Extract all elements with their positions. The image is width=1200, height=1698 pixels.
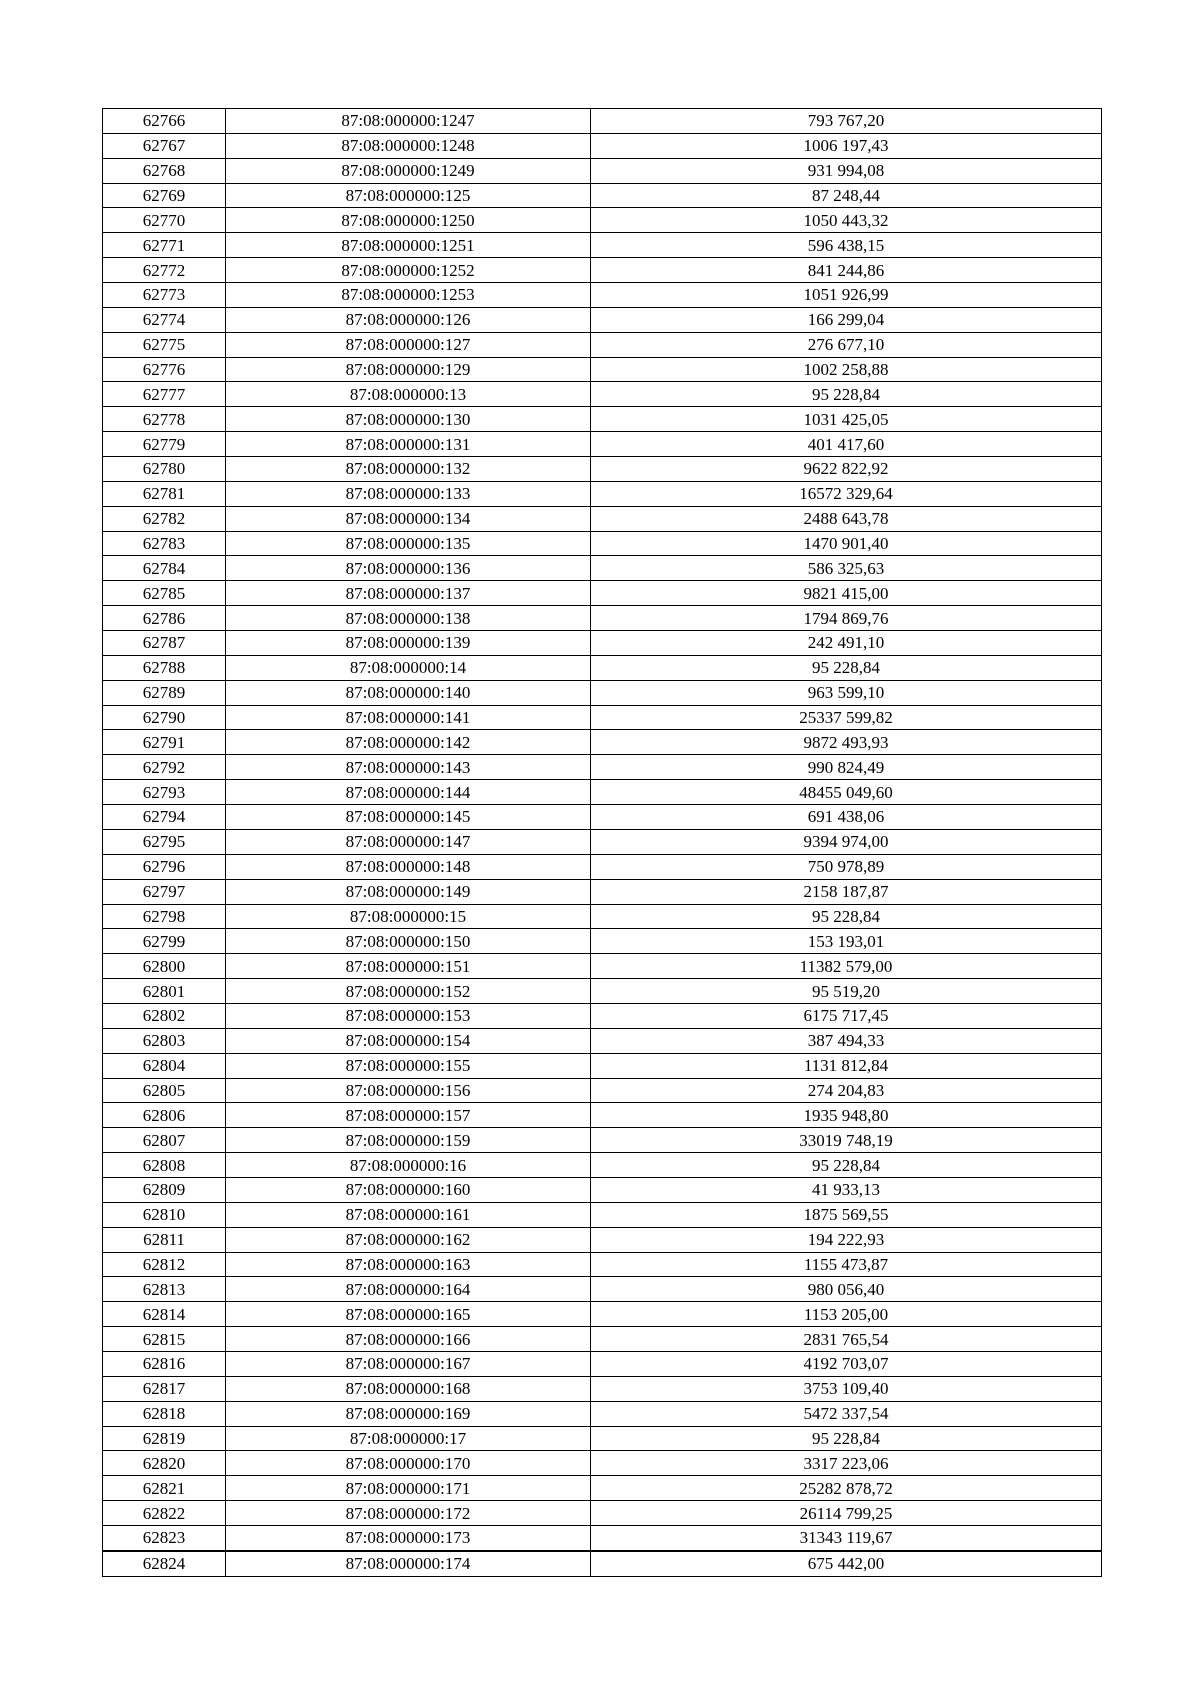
cadastral-value-cell: 95 519,20	[591, 979, 1102, 1004]
cadastral-number-cell: 87:08:000000:1252	[226, 258, 591, 283]
table-row	[103, 954, 1102, 979]
cadastral-number-cell: 87:08:000000:169	[226, 1401, 591, 1426]
cadastral-value-cell: 4192 703,07	[591, 1351, 1102, 1376]
row-number-cell: 62780	[103, 457, 226, 482]
cadastral-number-cell: 87:08:000000:150	[226, 929, 591, 954]
row-number-cell: 62819	[103, 1426, 226, 1451]
table-row	[103, 457, 1102, 482]
cadastral-number-cell: 87:08:000000:170	[226, 1451, 591, 1476]
cadastral-number-cell: 87:08:000000:14	[226, 655, 591, 680]
cadastral-number-cell: 87:08:000000:156	[226, 1078, 591, 1103]
row-number-cell: 62777	[103, 382, 226, 407]
table-row	[103, 1277, 1102, 1302]
row-number-cell: 62795	[103, 829, 226, 854]
table-row	[103, 755, 1102, 780]
table-row	[103, 680, 1102, 705]
row-number-cell: 62778	[103, 407, 226, 432]
row-number-cell: 62775	[103, 332, 226, 357]
cadastral-number-cell: 87:08:000000:130	[226, 407, 591, 432]
cadastral-value-cell: 1006 197,43	[591, 133, 1102, 158]
cadastral-value-cell: 9821 415,00	[591, 581, 1102, 606]
cadastral-value-cell: 41 933,13	[591, 1177, 1102, 1202]
cadastral-value-cell: 2158 187,87	[591, 879, 1102, 904]
row-number-cell: 62797	[103, 879, 226, 904]
table-row	[103, 705, 1102, 730]
cadastral-value-cell: 691 438,06	[591, 805, 1102, 830]
cadastral-number-cell: 87:08:000000:153	[226, 1003, 591, 1028]
row-number-cell: 62794	[103, 805, 226, 830]
cadastral-value-cell: 25337 599,82	[591, 705, 1102, 730]
row-number-cell: 62774	[103, 307, 226, 332]
cadastral-value-cell: 2831 765,54	[591, 1327, 1102, 1352]
cadastral-number-cell: 87:08:000000:155	[226, 1053, 591, 1078]
cadastral-value-cell: 1794 869,76	[591, 606, 1102, 631]
cadastral-value-cell: 5472 337,54	[591, 1401, 1102, 1426]
cadastral-value-cell: 1155 473,87	[591, 1252, 1102, 1277]
cadastral-number-cell: 87:08:000000:174	[226, 1551, 591, 1576]
table-row	[103, 829, 1102, 854]
table-row	[103, 655, 1102, 680]
table-row	[103, 1177, 1102, 1202]
cadastral-number-cell: 87:08:000000:127	[226, 332, 591, 357]
cadastral-number-cell: 87:08:000000:1249	[226, 158, 591, 183]
table-row	[103, 1476, 1102, 1501]
cadastral-value-cell: 153 193,01	[591, 929, 1102, 954]
cadastral-value-table	[102, 108, 1102, 1577]
table-row	[103, 780, 1102, 805]
table-row	[103, 1078, 1102, 1103]
table-row	[103, 1053, 1102, 1078]
row-number-cell: 62802	[103, 1003, 226, 1028]
cadastral-number-cell: 87:08:000000:167	[226, 1351, 591, 1376]
cadastral-value-cell: 1470 901,40	[591, 531, 1102, 556]
row-number-cell: 62822	[103, 1501, 226, 1526]
cadastral-number-cell: 87:08:000000:132	[226, 457, 591, 482]
table-row	[103, 1351, 1102, 1376]
row-number-cell: 62799	[103, 929, 226, 954]
table-row	[103, 1153, 1102, 1178]
cadastral-number-cell: 87:08:000000:163	[226, 1252, 591, 1277]
cadastral-number-cell: 87:08:000000:143	[226, 755, 591, 780]
cadastral-number-cell: 87:08:000000:145	[226, 805, 591, 830]
cadastral-value-cell: 2488 643,78	[591, 506, 1102, 531]
cadastral-value-cell: 793 767,20	[591, 109, 1102, 134]
row-number-cell: 62790	[103, 705, 226, 730]
row-number-cell: 62814	[103, 1302, 226, 1327]
table-row	[103, 233, 1102, 258]
row-number-cell: 62766	[103, 109, 226, 134]
row-number-cell: 62811	[103, 1227, 226, 1252]
table-row	[103, 1227, 1102, 1252]
cadastral-number-cell: 87:08:000000:126	[226, 307, 591, 332]
table-row	[103, 432, 1102, 457]
table-row	[103, 1376, 1102, 1401]
row-number-cell: 62824	[103, 1551, 226, 1576]
cadastral-value-cell: 1131 812,84	[591, 1053, 1102, 1078]
row-number-cell: 62784	[103, 556, 226, 581]
row-number-cell: 62804	[103, 1053, 226, 1078]
row-number-cell: 62816	[103, 1351, 226, 1376]
cadastral-value-cell: 963 599,10	[591, 680, 1102, 705]
row-number-cell: 62820	[103, 1451, 226, 1476]
table-row	[103, 854, 1102, 879]
table-row	[103, 879, 1102, 904]
cadastral-value-cell: 1031 425,05	[591, 407, 1102, 432]
cadastral-number-cell: 87:08:000000:165	[226, 1302, 591, 1327]
cadastral-number-cell: 87:08:000000:134	[226, 506, 591, 531]
cadastral-number-cell: 87:08:000000:159	[226, 1128, 591, 1153]
table-row	[103, 1252, 1102, 1277]
table-row	[103, 556, 1102, 581]
cadastral-value-cell: 990 824,49	[591, 755, 1102, 780]
cadastral-value-cell: 194 222,93	[591, 1227, 1102, 1252]
row-number-cell: 62773	[103, 283, 226, 308]
cadastral-value-cell: 586 325,63	[591, 556, 1102, 581]
cadastral-value-cell: 387 494,33	[591, 1028, 1102, 1053]
table-row	[103, 1302, 1102, 1327]
row-number-cell: 62818	[103, 1401, 226, 1426]
cadastral-value-cell: 980 056,40	[591, 1277, 1102, 1302]
cadastral-number-cell: 87:08:000000:138	[226, 606, 591, 631]
cadastral-value-cell: 25282 878,72	[591, 1476, 1102, 1501]
cadastral-number-cell: 87:08:000000:1251	[226, 233, 591, 258]
table-row	[103, 283, 1102, 308]
table-row	[103, 1451, 1102, 1476]
table-row	[103, 581, 1102, 606]
cadastral-value-cell: 1051 926,99	[591, 283, 1102, 308]
row-number-cell: 62809	[103, 1177, 226, 1202]
cadastral-number-cell: 87:08:000000:171	[226, 1476, 591, 1501]
table-row	[103, 1426, 1102, 1451]
table-row	[103, 1028, 1102, 1053]
cadastral-number-cell: 87:08:000000:164	[226, 1277, 591, 1302]
cadastral-value-cell: 26114 799,25	[591, 1501, 1102, 1526]
table-row	[103, 531, 1102, 556]
row-number-cell: 62783	[103, 531, 226, 556]
table-row	[103, 1003, 1102, 1028]
table-row	[103, 1525, 1102, 1550]
row-number-cell: 62812	[103, 1252, 226, 1277]
cadastral-number-cell: 87:08:000000:148	[226, 854, 591, 879]
cadastral-value-cell: 95 228,84	[591, 655, 1102, 680]
cadastral-value-cell: 931 994,08	[591, 158, 1102, 183]
cadastral-value-cell: 1050 443,32	[591, 208, 1102, 233]
cadastral-value-cell: 675 442,00	[591, 1551, 1102, 1576]
row-number-cell: 62787	[103, 631, 226, 656]
row-number-cell: 62805	[103, 1078, 226, 1103]
row-number-cell: 62770	[103, 208, 226, 233]
row-number-cell: 62781	[103, 481, 226, 506]
cadastral-number-cell: 87:08:000000:166	[226, 1327, 591, 1352]
cadastral-number-cell: 87:08:000000:144	[226, 780, 591, 805]
row-number-cell: 62806	[103, 1103, 226, 1128]
row-number-cell: 62817	[103, 1376, 226, 1401]
row-number-cell: 62798	[103, 904, 226, 929]
table-row	[103, 332, 1102, 357]
table-row	[103, 904, 1102, 929]
cadastral-value-cell: 95 228,84	[591, 1153, 1102, 1178]
cadastral-value-cell: 242 491,10	[591, 631, 1102, 656]
table-row	[103, 407, 1102, 432]
row-number-cell: 62800	[103, 954, 226, 979]
cadastral-value-cell: 11382 579,00	[591, 954, 1102, 979]
table-row	[103, 1103, 1102, 1128]
table-row	[103, 1501, 1102, 1526]
table-row	[103, 1202, 1102, 1227]
row-number-cell: 62823	[103, 1525, 226, 1550]
cadastral-number-cell: 87:08:000000:160	[226, 1177, 591, 1202]
table-row	[103, 1128, 1102, 1153]
cadastral-number-cell: 87:08:000000:1250	[226, 208, 591, 233]
cadastral-value-cell: 3753 109,40	[591, 1376, 1102, 1401]
cadastral-number-cell: 87:08:000000:168	[226, 1376, 591, 1401]
cadastral-value-cell: 750 978,89	[591, 854, 1102, 879]
table-row	[103, 158, 1102, 183]
row-number-cell: 62785	[103, 581, 226, 606]
cadastral-number-cell: 87:08:000000:173	[226, 1525, 591, 1550]
cadastral-value-cell: 401 417,60	[591, 432, 1102, 457]
row-number-cell: 62782	[103, 506, 226, 531]
row-number-cell: 62813	[103, 1277, 226, 1302]
cadastral-value-cell: 596 438,15	[591, 233, 1102, 258]
cadastral-number-cell: 87:08:000000:13	[226, 382, 591, 407]
cadastral-number-cell: 87:08:000000:162	[226, 1227, 591, 1252]
table-row	[103, 382, 1102, 407]
cadastral-value-cell: 166 299,04	[591, 307, 1102, 332]
table-row	[103, 133, 1102, 158]
row-number-cell: 62788	[103, 655, 226, 680]
cadastral-value-cell: 95 228,84	[591, 904, 1102, 929]
row-number-cell: 62776	[103, 357, 226, 382]
cadastral-number-cell: 87:08:000000:140	[226, 680, 591, 705]
cadastral-number-cell: 87:08:000000:131	[226, 432, 591, 457]
row-number-cell: 62815	[103, 1327, 226, 1352]
cadastral-number-cell: 87:08:000000:154	[226, 1028, 591, 1053]
row-number-cell: 62801	[103, 979, 226, 1004]
cadastral-number-cell: 87:08:000000:125	[226, 183, 591, 208]
cadastral-value-cell: 9394 974,00	[591, 829, 1102, 854]
table-row	[103, 481, 1102, 506]
table-row	[103, 183, 1102, 208]
row-number-cell: 62779	[103, 432, 226, 457]
row-number-cell: 62771	[103, 233, 226, 258]
row-number-cell: 62796	[103, 854, 226, 879]
cadastral-number-cell: 87:08:000000:151	[226, 954, 591, 979]
table-row	[103, 506, 1102, 531]
table-row	[103, 1401, 1102, 1426]
cadastral-number-cell: 87:08:000000:1253	[226, 283, 591, 308]
cadastral-number-cell: 87:08:000000:129	[226, 357, 591, 382]
cadastral-number-cell: 87:08:000000:137	[226, 581, 591, 606]
cadastral-value-cell: 274 204,83	[591, 1078, 1102, 1103]
table-row	[103, 307, 1102, 332]
row-number-cell: 62808	[103, 1153, 226, 1178]
table-row	[103, 730, 1102, 755]
row-number-cell: 62789	[103, 680, 226, 705]
table-row	[103, 979, 1102, 1004]
cadastral-number-cell: 87:08:000000:1248	[226, 133, 591, 158]
table-row	[103, 805, 1102, 830]
row-number-cell: 62772	[103, 258, 226, 283]
row-number-cell: 62767	[103, 133, 226, 158]
cadastral-value-cell: 1002 258,88	[591, 357, 1102, 382]
row-number-cell: 62792	[103, 755, 226, 780]
cadastral-number-cell: 87:08:000000:157	[226, 1103, 591, 1128]
cadastral-number-cell: 87:08:000000:141	[226, 705, 591, 730]
cadastral-number-cell: 87:08:000000:142	[226, 730, 591, 755]
cadastral-number-cell: 87:08:000000:16	[226, 1153, 591, 1178]
row-number-cell: 62769	[103, 183, 226, 208]
table-row	[103, 258, 1102, 283]
cadastral-number-cell: 87:08:000000:136	[226, 556, 591, 581]
cadastral-number-cell: 87:08:000000:172	[226, 1501, 591, 1526]
cadastral-number-cell: 87:08:000000:139	[226, 631, 591, 656]
cadastral-value-cell: 1935 948,80	[591, 1103, 1102, 1128]
row-number-cell: 62803	[103, 1028, 226, 1053]
cadastral-value-cell: 16572 329,64	[591, 481, 1102, 506]
row-number-cell: 62791	[103, 730, 226, 755]
table-row	[103, 631, 1102, 656]
cadastral-value-cell: 95 228,84	[591, 382, 1102, 407]
table-row	[103, 1551, 1102, 1576]
table-row	[103, 1327, 1102, 1352]
cadastral-number-cell: 87:08:000000:161	[226, 1202, 591, 1227]
cadastral-number-cell: 87:08:000000:133	[226, 481, 591, 506]
table-row	[103, 109, 1102, 134]
cadastral-value-cell: 87 248,44	[591, 183, 1102, 208]
cadastral-value-cell: 95 228,84	[591, 1426, 1102, 1451]
cadastral-number-cell: 87:08:000000:149	[226, 879, 591, 904]
table-row	[103, 929, 1102, 954]
table-row	[103, 208, 1102, 233]
cadastral-value-cell: 9622 822,92	[591, 457, 1102, 482]
row-number-cell: 62821	[103, 1476, 226, 1501]
table-row	[103, 606, 1102, 631]
cadastral-value-cell: 9872 493,93	[591, 730, 1102, 755]
row-number-cell: 62768	[103, 158, 226, 183]
cadastral-value-cell: 31343 119,67	[591, 1525, 1102, 1550]
cadastral-value-cell: 48455 049,60	[591, 780, 1102, 805]
cadastral-value-cell: 3317 223,06	[591, 1451, 1102, 1476]
row-number-cell: 62793	[103, 780, 226, 805]
cadastral-value-cell: 276 677,10	[591, 332, 1102, 357]
cadastral-number-cell: 87:08:000000:147	[226, 829, 591, 854]
cadastral-number-cell: 87:08:000000:17	[226, 1426, 591, 1451]
row-number-cell: 62810	[103, 1202, 226, 1227]
cadastral-value-cell: 841 244,86	[591, 258, 1102, 283]
cadastral-value-cell: 1153 205,00	[591, 1302, 1102, 1327]
cadastral-number-cell: 87:08:000000:135	[226, 531, 591, 556]
cadastral-value-cell: 33019 748,19	[591, 1128, 1102, 1153]
cadastral-value-cell: 6175 717,45	[591, 1003, 1102, 1028]
row-number-cell: 62786	[103, 606, 226, 631]
row-number-cell: 62807	[103, 1128, 226, 1153]
table-body	[103, 109, 1102, 1577]
table-row	[103, 357, 1102, 382]
cadastral-number-cell: 87:08:000000:1247	[226, 109, 591, 134]
cadastral-number-cell: 87:08:000000:15	[226, 904, 591, 929]
cadastral-value-cell: 1875 569,55	[591, 1202, 1102, 1227]
cadastral-number-cell: 87:08:000000:152	[226, 979, 591, 1004]
